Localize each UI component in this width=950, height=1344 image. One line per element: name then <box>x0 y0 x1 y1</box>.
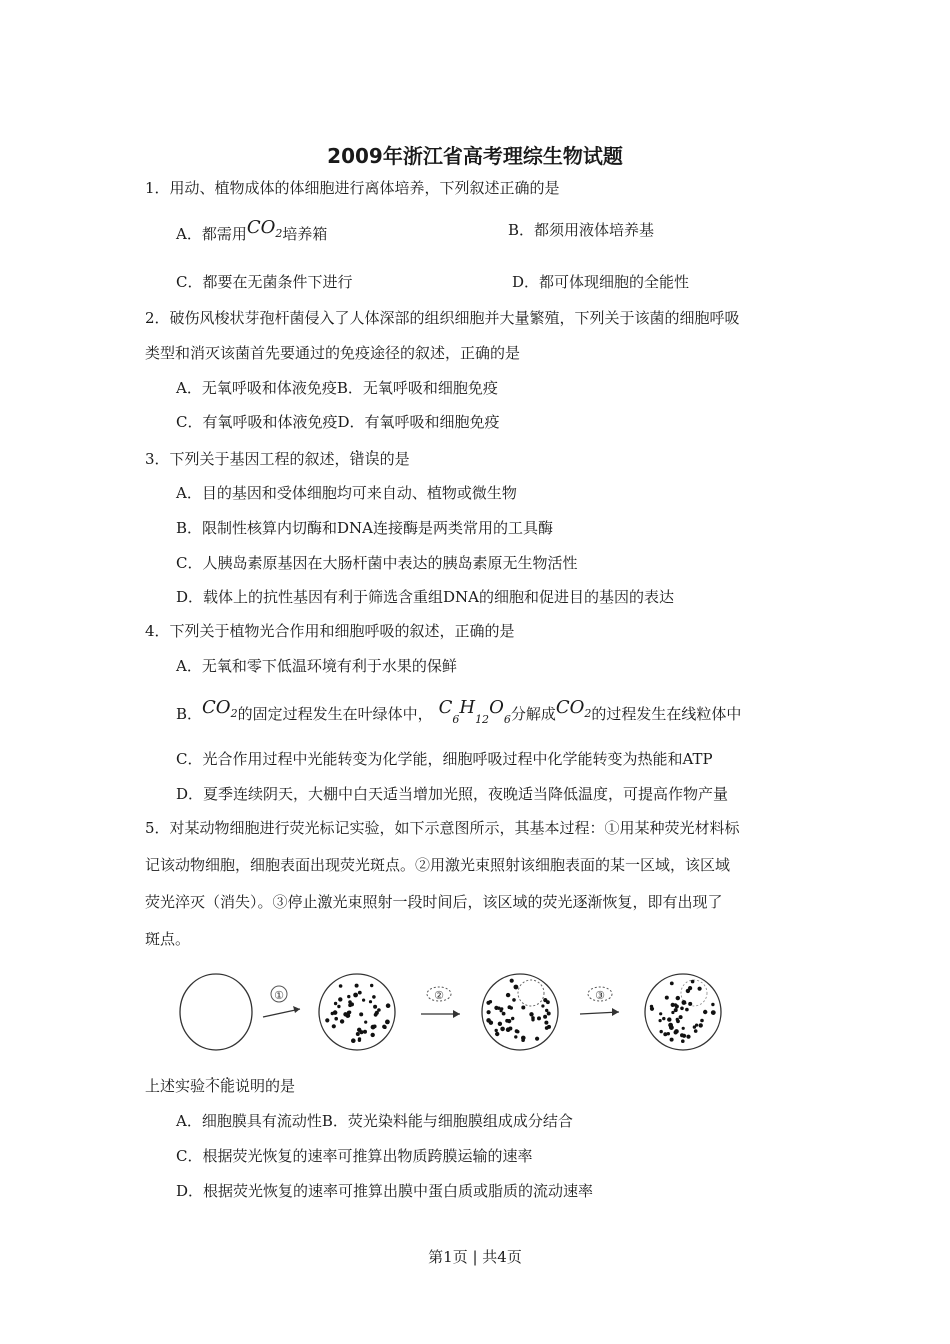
fluorescent-spot <box>543 1015 547 1019</box>
fluorescent-spot <box>667 1032 670 1035</box>
fluorescent-spot <box>357 1028 361 1032</box>
fluorescent-spot <box>373 1005 377 1009</box>
q5-option-c: C．根据荧光恢复的速率可推算出物质跨膜运输的速率 <box>176 1147 533 1165</box>
q1-stem: 1．用动、植物成体的体细胞进行离体培养，下列叙述正确的是 <box>145 179 560 197</box>
page-footer: 第1页 | 共4页 <box>428 1248 522 1266</box>
fluorescent-spot <box>676 1019 680 1023</box>
fluorescent-spot <box>676 996 680 1000</box>
fluorescent-spot <box>531 1018 534 1021</box>
fluorescent-spot <box>660 1030 663 1033</box>
fluorescent-spot <box>508 1005 512 1009</box>
fluorescent-spot <box>495 1032 499 1036</box>
fluorescent-spots-1 <box>325 984 390 1043</box>
fluorescent-spot <box>355 984 359 988</box>
q5-option-d: D．根据荧光恢复的速率可推算出膜中蛋白质或脂质的流动速率 <box>176 1182 594 1200</box>
fluorescent-spot <box>358 1039 361 1042</box>
fluorescent-spot <box>487 1010 491 1014</box>
q4-option-a: A．无氧和零下低温环境有利于水果的保鲜 <box>176 657 457 675</box>
fluorescent-spots-3 <box>650 980 716 1043</box>
page-title: 2009年浙江省高考理综生物试题 <box>327 144 623 168</box>
fluorescent-spot <box>353 993 358 998</box>
step-1-label: ① <box>274 989 284 1002</box>
fluorescent-spot <box>356 1032 360 1036</box>
fluorescent-spot <box>680 1007 684 1011</box>
arrow-3-head <box>612 1008 619 1016</box>
fluorescent-spot <box>506 993 510 997</box>
q5-stem-line1: 5．对某动物细胞进行荧光标记实验，如下示意图所示，其基本过程：①用某种荧光材料标 <box>145 819 740 837</box>
fluorescent-spot <box>494 1006 498 1010</box>
fluorescent-spot <box>508 1027 512 1031</box>
fluorescent-spot <box>372 995 376 999</box>
q3-stem: 3．下列关于基因工程的叙述，错误的是 <box>145 450 410 468</box>
fluorescent-spot <box>489 1021 493 1025</box>
q1-option-a: A．都需用CO2培养箱 <box>176 217 328 243</box>
q5-options-ab: A．细胞膜具有流动性B．荧光染料能与细胞膜组成成分结合 <box>176 1112 573 1130</box>
fluorescent-spot <box>498 1022 502 1026</box>
fluorescent-spot <box>693 1025 696 1028</box>
q5-stem-line3: 荧光淬灭（消失）。③停止激光束照射一段时间后，该区域的荧光逐渐恢复，即有出现了 <box>145 893 723 911</box>
q2-stem-line1: 2．破伤风梭状芽孢杆菌侵入了人体深部的组织细胞并大量繁殖，下列关于该菌的细胞呼吸 <box>145 309 740 327</box>
arrow-1-head <box>293 1006 300 1013</box>
q1-option-d: D．都可体现细胞的全能性 <box>512 273 690 291</box>
fluorescent-spot <box>338 997 342 1001</box>
fluorescent-spot <box>334 1002 337 1005</box>
fluorescent-spot <box>363 1030 367 1034</box>
fluorescent-spot <box>347 1011 351 1015</box>
fluorescent-spot <box>682 1027 685 1030</box>
fluorescent-spot <box>373 1025 377 1029</box>
fluorescent-spot <box>512 998 516 1002</box>
fluorescent-spot <box>670 1038 674 1042</box>
fluorescent-spot <box>502 1012 506 1016</box>
fluorescent-spot <box>334 1017 338 1021</box>
fluorescent-spot <box>489 1000 492 1003</box>
fluorescent-spot <box>348 1000 352 1004</box>
fluorescent-spot <box>348 1003 352 1007</box>
fluorescent-spot <box>674 1008 678 1012</box>
fluorescent-spot <box>699 1023 703 1027</box>
fluorescent-spot <box>358 991 362 995</box>
q1-option-b: B．都须用液体培养基 <box>508 221 655 239</box>
fluorescent-spot <box>681 1039 685 1043</box>
fluorescent-spot <box>340 1019 344 1023</box>
fluorescent-spot <box>694 1029 698 1033</box>
fluorescent-spot <box>545 1009 548 1012</box>
fluorescent-spot <box>500 1009 503 1012</box>
q5-question: 上述实验不能说明的是 <box>145 1077 296 1095</box>
fluorescent-spot <box>670 982 674 986</box>
q5-stem-line2: 记该动物细胞，细胞表面出现荧光斑点。②用激光束照射该细胞表面的某一区域，该区域 <box>145 856 731 874</box>
fluorescent-spot <box>671 1011 674 1014</box>
q3-option-d: D．载体上的抗性基因有利于筛选含重组DNA的细胞和促进目的基因的表达 <box>176 588 675 606</box>
fluorescent-spot <box>371 1033 375 1037</box>
fluorescent-spot <box>521 1006 525 1010</box>
fluorescent-spot <box>510 979 514 983</box>
q3-option-b: B．限制性核算内切酶和DNA连接酶是两类常用的工具酶 <box>176 519 554 537</box>
fluorescent-spot <box>383 1025 387 1029</box>
fluorescent-spot <box>333 1010 338 1015</box>
q2-options-cd: C．有氧呼吸和体液免疫D．有氧呼吸和细胞免疫 <box>176 413 500 431</box>
fluorescent-spot <box>362 999 365 1002</box>
q4-stem: 4．下列关于植物光合作用和细胞呼吸的叙述，正确的是 <box>145 622 515 640</box>
fluorescent-spot <box>332 1024 336 1028</box>
fluorescent-spot <box>688 986 692 990</box>
fluorescent-spot <box>375 1011 379 1015</box>
fluorescent-spot <box>547 1012 551 1016</box>
fluorescent-spot <box>659 1012 662 1015</box>
arrow-2-head <box>453 1010 460 1018</box>
fluorescent-spot <box>688 1002 692 1006</box>
q3-option-c: C．人胰岛素原基因在大肠杆菌中表达的胰岛素原无生物活性 <box>176 554 578 572</box>
fluorescent-spot <box>537 1016 541 1020</box>
fluorescent-spot <box>711 1003 714 1006</box>
fluorescent-spot <box>521 1036 526 1041</box>
q4-option-c: C．光合作用过程中光能转变为化学能，细胞呼吸过程中化学能转变为热能和ATP <box>176 750 713 768</box>
q3-option-a: A．目的基因和受体细胞均可来自动、植物或微生物 <box>176 484 517 502</box>
fluorescent-spot <box>347 995 350 998</box>
fluorescent-spot <box>686 1035 690 1039</box>
fluorescent-spot <box>337 1005 340 1008</box>
fluorescent-spot <box>668 1023 673 1028</box>
fluorescent-spot <box>698 987 702 991</box>
fluorescence-diagram <box>175 962 735 1062</box>
fluorescent-spot <box>680 1033 684 1037</box>
fluorescent-spot <box>667 1017 671 1021</box>
fluorescent-spot <box>545 1026 549 1030</box>
fluorescent-spot <box>679 1015 683 1019</box>
q2-options-ab: A．无氧呼吸和体液免疫B．无氧呼吸和细胞免疫 <box>176 379 498 397</box>
cell-unlabeled <box>180 974 252 1050</box>
fluorescent-spot <box>385 1020 390 1025</box>
fluorescent-spot <box>511 1017 514 1020</box>
fluorescent-spot <box>700 1019 704 1023</box>
fluorescent-spot <box>386 1003 391 1008</box>
fluorescent-spot <box>662 1017 665 1020</box>
q5-stem-line4: 斑点。 <box>145 930 191 948</box>
fluorescent-spot <box>711 1010 716 1015</box>
q2-stem-line2: 类型和消灭该菌首先要通过的免疫途径的叙述，正确的是 <box>145 344 521 362</box>
step-2-label: ② <box>434 989 444 1002</box>
fluorescent-spot <box>650 1007 654 1011</box>
fluorescent-spot <box>535 1037 539 1041</box>
fluorescent-spot <box>544 1021 548 1025</box>
fluorescent-spot <box>515 1029 519 1033</box>
fluorescent-spot <box>505 1019 509 1023</box>
fluorescent-spot <box>691 980 695 984</box>
fluorescent-spot <box>529 1012 533 1016</box>
fluorescent-spot <box>325 1018 329 1022</box>
fluorescent-spot <box>370 984 373 987</box>
fluorescent-spot <box>665 996 669 1000</box>
fluorescent-spot <box>541 1004 544 1007</box>
bleached-region <box>518 980 544 1006</box>
fluorescent-spot <box>682 1000 687 1005</box>
fluorescent-spot <box>364 1021 367 1024</box>
q4-option-d: D．夏季连续阴天，大棚中白天适当增加光照，夜晚适当降低温度，可提高作物产量 <box>176 785 729 803</box>
fluorescent-spot <box>671 1003 675 1007</box>
fluorescent-spot <box>500 1027 505 1032</box>
fluorescent-spot <box>546 1000 550 1004</box>
q4-option-b: B．CO2的固定过程发生在叶绿体中， $C_6H_{12}O_6$分解成CO2的过程发生在线粒体中 <box>176 697 742 726</box>
fluorescent-spot <box>495 1029 498 1032</box>
fluorescent-spot <box>359 1012 363 1016</box>
fluorescent-spot <box>339 984 343 988</box>
q1-option-c: C．都要在无菌条件下进行 <box>176 273 353 291</box>
fluorescent-spot <box>514 1035 517 1038</box>
fluorescent-spot <box>685 1008 689 1012</box>
fluorescent-spot <box>674 1029 679 1034</box>
step-3-label: ③ <box>595 989 605 1002</box>
fluorescent-spot <box>369 1000 372 1003</box>
fluorescent-spot <box>703 1010 707 1014</box>
fluorescent-spot <box>514 985 519 990</box>
fluorescent-spot <box>675 1004 679 1008</box>
fluorescent-spot <box>351 1038 356 1043</box>
fluorescent-spot <box>659 1019 662 1022</box>
